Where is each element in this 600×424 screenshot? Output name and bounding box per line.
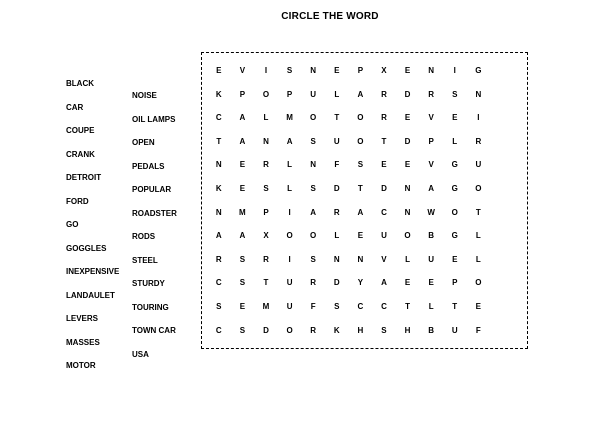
grid-letter: C bbox=[357, 301, 364, 311]
grid-letter: O bbox=[475, 183, 482, 193]
grid-letter: W bbox=[427, 207, 435, 217]
grid-letter: N bbox=[404, 207, 411, 217]
grid-letter: M bbox=[286, 113, 293, 123]
grid-row bbox=[207, 113, 527, 137]
word-item: LANDAULET bbox=[66, 290, 115, 300]
grid-letter: D bbox=[333, 183, 340, 193]
grid-letter: A bbox=[310, 207, 317, 217]
grid-letter: E bbox=[404, 278, 411, 288]
grid-letter: N bbox=[310, 66, 317, 75]
grid-letter: R bbox=[310, 278, 317, 288]
grid-letter: K bbox=[333, 325, 340, 335]
grid-letter: E bbox=[334, 66, 340, 75]
grid-letter: E bbox=[357, 231, 364, 241]
word-item: TOWN CAR bbox=[132, 326, 176, 335]
grid-letter: N bbox=[357, 254, 364, 264]
grid-letter: T bbox=[452, 301, 458, 311]
word-item: LEVERS bbox=[66, 314, 99, 323]
word-item: GOGGLES bbox=[66, 243, 107, 253]
grid-letter: G bbox=[451, 231, 458, 241]
grid-letter: T bbox=[405, 301, 410, 311]
page-title: CIRCLE THE WORD bbox=[281, 11, 379, 22]
grid-letter: M bbox=[262, 301, 270, 311]
grid-letter: X bbox=[263, 231, 269, 241]
grid-letter: U bbox=[451, 325, 458, 335]
grid-row bbox=[207, 231, 527, 255]
grid-letter: R bbox=[428, 89, 435, 99]
grid-letter: R bbox=[333, 207, 340, 217]
grid-letter: S bbox=[239, 325, 246, 335]
grid-letter: A bbox=[215, 231, 222, 241]
grid-row bbox=[207, 278, 527, 302]
grid-letter: A bbox=[428, 183, 435, 193]
grid-letter: D bbox=[404, 89, 411, 99]
grid-letter: R bbox=[310, 325, 317, 335]
grid-letter: R bbox=[475, 136, 482, 146]
grid-letter: R bbox=[263, 254, 269, 264]
grid-letter: B bbox=[428, 325, 435, 335]
grid-letter: O bbox=[357, 136, 364, 146]
grid-letter: F bbox=[475, 325, 481, 335]
grid-letter: S bbox=[334, 301, 340, 311]
grid-letter: E bbox=[381, 160, 387, 170]
grid-letter: U bbox=[333, 136, 340, 146]
grid-letter: I bbox=[453, 66, 456, 75]
grid-letter: Y bbox=[357, 278, 364, 288]
grid-letter: E bbox=[216, 66, 222, 75]
grid-letter: C bbox=[215, 113, 222, 123]
grid-letter: E bbox=[404, 113, 411, 123]
grid-letter: L bbox=[405, 254, 410, 264]
grid-letter: P bbox=[428, 136, 434, 146]
grid-letter: S bbox=[286, 66, 293, 75]
grid-letter: T bbox=[381, 136, 387, 146]
grid-letter: A bbox=[357, 89, 364, 99]
word-item: PEDALS bbox=[132, 161, 165, 171]
word-item: FORD bbox=[66, 196, 89, 206]
grid-letter: V bbox=[428, 113, 434, 123]
grid-letter: S bbox=[263, 183, 269, 193]
word-item: GO bbox=[66, 220, 79, 229]
word-item: COUPE bbox=[66, 126, 95, 135]
grid-letter: I bbox=[288, 207, 291, 217]
grid-letter: N bbox=[428, 66, 435, 75]
grid-letter: E bbox=[452, 113, 458, 123]
grid-letter: D bbox=[381, 183, 387, 193]
word-item: CAR bbox=[66, 102, 84, 112]
grid-letter: G bbox=[451, 160, 458, 170]
grid-row bbox=[207, 66, 527, 90]
grid-letter: O bbox=[475, 278, 482, 288]
letter-grid bbox=[207, 66, 527, 349]
grid-letter: O bbox=[310, 113, 317, 123]
word-item: INEXPENSIVE bbox=[66, 267, 120, 276]
word-item: NOISE bbox=[132, 91, 157, 100]
grid-letter: O bbox=[404, 231, 411, 241]
grid-letter: E bbox=[239, 301, 246, 311]
grid-letter: H bbox=[404, 325, 411, 335]
grid-letter: E bbox=[404, 66, 411, 75]
grid-letter: E bbox=[452, 254, 458, 264]
grid-letter: F bbox=[310, 301, 316, 311]
grid-letter: E bbox=[428, 278, 434, 288]
grid-row bbox=[207, 326, 527, 350]
grid-row bbox=[207, 255, 527, 279]
grid-letter: N bbox=[310, 160, 317, 170]
grid-letter: E bbox=[475, 301, 481, 311]
grid-letter: O bbox=[286, 325, 293, 335]
grid-letter: N bbox=[475, 89, 482, 99]
word-item: STURDY bbox=[132, 279, 165, 288]
grid-letter: S bbox=[310, 183, 316, 193]
word-item: DETROIT bbox=[66, 173, 102, 182]
grid-letter: O bbox=[262, 89, 270, 99]
grid-letter: O bbox=[357, 113, 364, 123]
grid-letter: L bbox=[263, 113, 269, 123]
grid-letter: A bbox=[381, 278, 387, 288]
grid-letter: U bbox=[381, 231, 387, 241]
grid-letter: T bbox=[475, 207, 481, 217]
word-item: USA bbox=[132, 349, 149, 359]
word-item: STEEL bbox=[132, 255, 158, 265]
word-list-column-1 bbox=[66, 79, 119, 385]
grid-letter: U bbox=[475, 160, 482, 170]
grid-letter: V bbox=[239, 66, 246, 75]
word-item: OPEN bbox=[132, 138, 155, 147]
grid-letter: T bbox=[263, 278, 269, 288]
grid-letter: S bbox=[357, 160, 364, 170]
grid-letter: R bbox=[381, 89, 387, 99]
word-item: MASSES bbox=[66, 337, 100, 347]
grid-letter: L bbox=[334, 231, 340, 241]
grid-letter: M bbox=[239, 207, 246, 217]
grid-letter: L bbox=[287, 160, 293, 170]
grid-letter: V bbox=[381, 254, 387, 264]
grid-letter: N bbox=[263, 136, 269, 146]
grid-row bbox=[207, 184, 527, 208]
grid-letter: S bbox=[381, 325, 387, 335]
grid-letter: N bbox=[215, 207, 222, 217]
grid-letter: D bbox=[404, 136, 411, 146]
word-list-column-2 bbox=[132, 91, 177, 373]
word-item: OIL LAMPS bbox=[132, 114, 176, 124]
grid-letter: L bbox=[452, 136, 458, 146]
grid-letter: L bbox=[334, 89, 340, 99]
grid-row bbox=[207, 90, 527, 114]
grid-letter: V bbox=[428, 160, 434, 170]
grid-letter: R bbox=[381, 113, 387, 123]
grid-letter: D bbox=[263, 325, 269, 335]
grid-letter: H bbox=[357, 325, 364, 335]
grid-letter: K bbox=[215, 183, 222, 193]
grid-letter: A bbox=[239, 136, 246, 146]
grid-letter: B bbox=[428, 231, 435, 241]
grid-letter: D bbox=[333, 278, 340, 288]
grid-letter: S bbox=[452, 89, 458, 99]
word-item: CRANK bbox=[66, 149, 95, 159]
grid-letter: P bbox=[286, 89, 293, 99]
grid-letter: O bbox=[286, 231, 293, 241]
grid-letter: U bbox=[310, 89, 317, 99]
word-item: ROADSTER bbox=[132, 208, 177, 218]
grid-letter: O bbox=[451, 207, 458, 217]
grid-letter: R bbox=[263, 160, 269, 170]
grid-letter: S bbox=[310, 136, 316, 146]
grid-letter: C bbox=[215, 278, 222, 288]
grid-letter: C bbox=[215, 325, 222, 335]
grid-letter: O bbox=[310, 231, 317, 241]
grid-letter: I bbox=[477, 113, 480, 123]
grid-letter: N bbox=[404, 183, 411, 193]
grid-letter: F bbox=[334, 160, 340, 170]
grid-letter: U bbox=[286, 301, 293, 311]
grid-letter: N bbox=[333, 254, 340, 264]
grid-letter: P bbox=[452, 278, 458, 288]
grid-letter: P bbox=[263, 207, 269, 217]
grid-letter: P bbox=[357, 66, 364, 75]
grid-letter: L bbox=[475, 231, 481, 241]
grid-letter: X bbox=[381, 66, 387, 75]
grid-letter: A bbox=[357, 207, 364, 217]
grid-letter: G bbox=[475, 66, 482, 75]
grid-letter: U bbox=[428, 254, 435, 264]
grid-letter: T bbox=[334, 113, 340, 123]
grid-letter: E bbox=[404, 160, 411, 170]
grid-letter: T bbox=[357, 183, 363, 193]
grid-letter: L bbox=[475, 254, 481, 264]
grid-row bbox=[207, 160, 527, 184]
grid-row bbox=[207, 302, 527, 326]
grid-letter: L bbox=[287, 183, 293, 193]
grid-letter: I bbox=[288, 254, 291, 264]
grid-letter: S bbox=[239, 278, 246, 288]
grid-letter: S bbox=[310, 254, 316, 264]
grid-letter: C bbox=[381, 301, 387, 311]
grid-row bbox=[207, 137, 527, 161]
grid-letter: N bbox=[215, 160, 222, 170]
word-item: MOTOR bbox=[66, 361, 96, 370]
grid-letter: S bbox=[216, 301, 222, 311]
grid-letter: P bbox=[239, 89, 246, 99]
grid-letter: T bbox=[216, 136, 222, 146]
grid-letter: K bbox=[215, 89, 222, 99]
word-item: POPULAR bbox=[132, 185, 172, 194]
grid-letter: G bbox=[451, 183, 458, 193]
grid-letter: U bbox=[286, 278, 293, 288]
word-item: BLACK bbox=[66, 79, 94, 88]
word-item: RODS bbox=[132, 232, 156, 241]
grid-letter: E bbox=[239, 183, 246, 193]
grid-letter: R bbox=[215, 254, 222, 264]
grid-letter: E bbox=[239, 160, 246, 170]
grid-letter: A bbox=[239, 113, 246, 123]
grid-letter: A bbox=[239, 231, 246, 241]
grid-row bbox=[207, 208, 527, 232]
grid-letter: A bbox=[286, 136, 293, 146]
grid-letter: C bbox=[381, 207, 387, 217]
grid-letter: I bbox=[264, 66, 268, 75]
grid-letter: S bbox=[239, 254, 246, 264]
grid-letter: L bbox=[428, 301, 434, 311]
word-item: TOURING bbox=[132, 302, 169, 312]
